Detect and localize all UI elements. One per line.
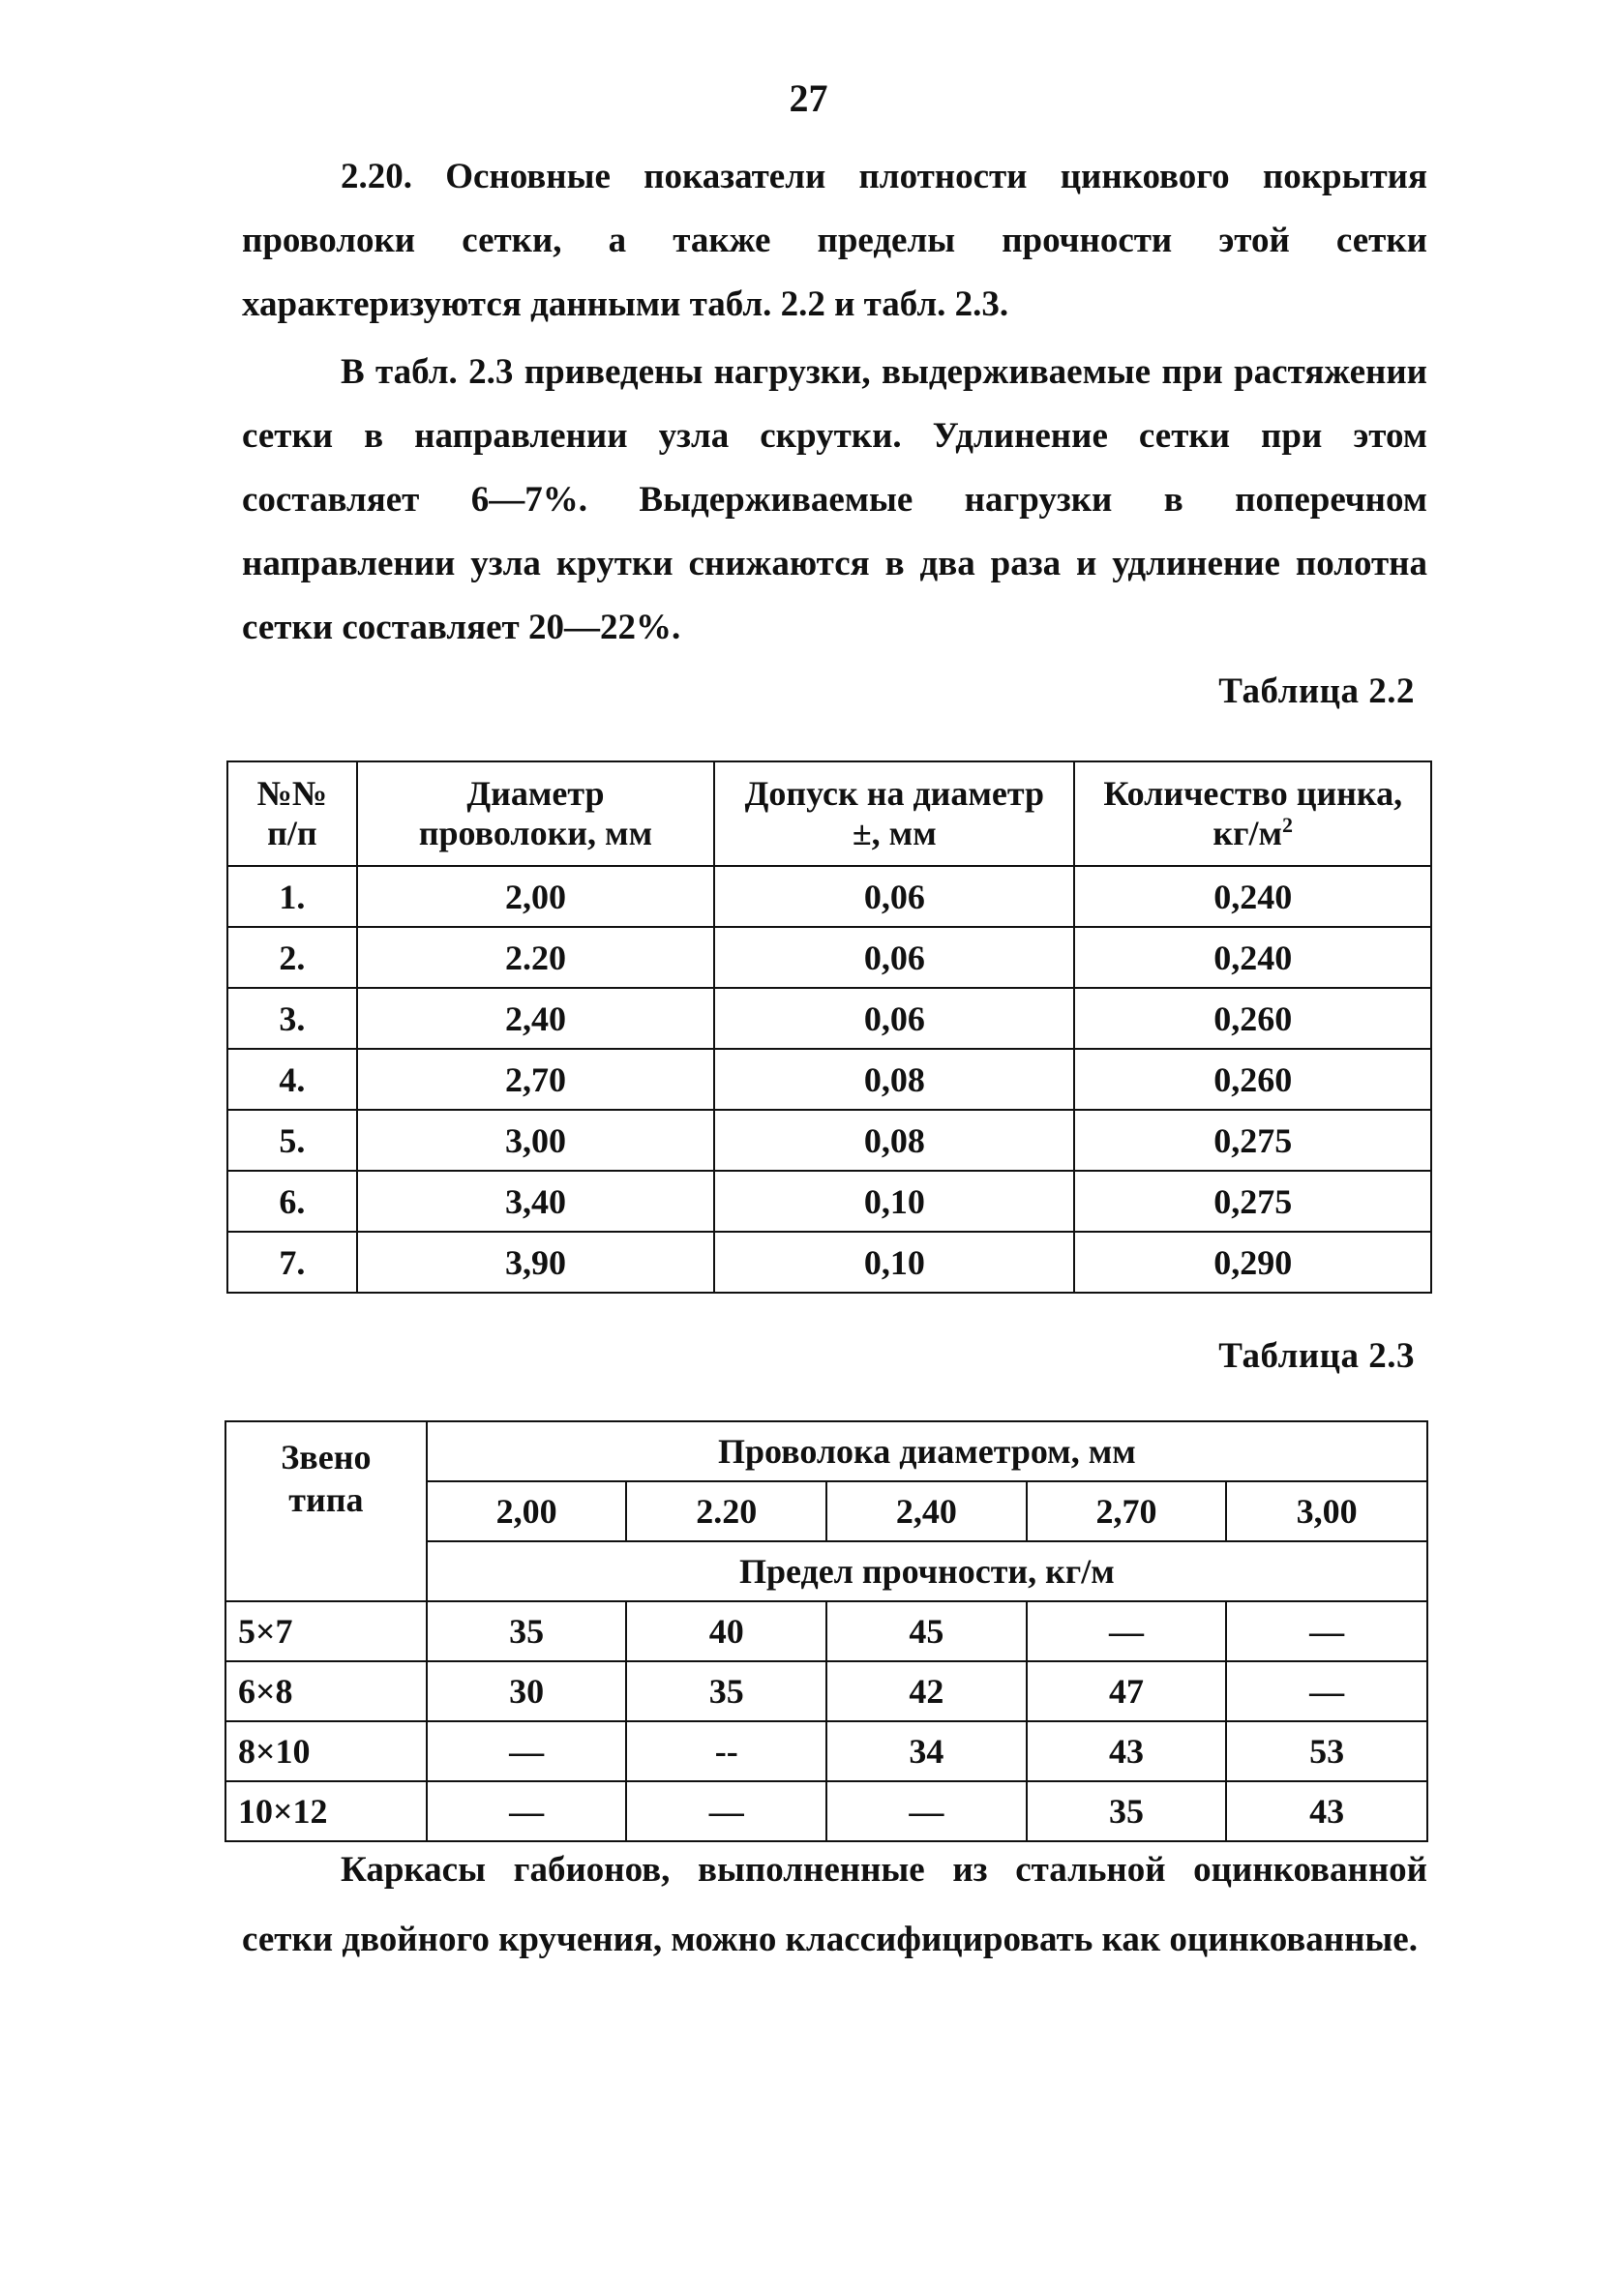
table-2-3-cell-value: — bbox=[1226, 1661, 1427, 1721]
table-2-2-cell-tolerance: 0,10 bbox=[714, 1232, 1074, 1293]
header-tolerance bbox=[714, 761, 1074, 866]
table-2-2-cell-tolerance: 0,08 bbox=[714, 1110, 1074, 1171]
table-2-3 bbox=[225, 1420, 1428, 1842]
table-2-3-cell-value: 47 bbox=[1027, 1661, 1227, 1721]
header-number bbox=[227, 761, 357, 866]
table-row bbox=[227, 866, 1431, 927]
paragraph-loads: В табл. 2.3 приведены нагрузки, выдерживаемые при растяжении сетки в направлении узла скрутки. Удлинение сетки при этом составляет 6—7%. Выдерживаемые нагрузки в поперечном направлении узла крутки снижаются в два раза и удлинение полотна сетки составляет 20—22%. bbox=[242, 352, 1427, 647]
header-diameter-line2: проволоки, мм bbox=[418, 814, 653, 852]
table-2-2-caption: Таблица 2.2 bbox=[1218, 671, 1415, 711]
table-2-3-cell-value: 43 bbox=[1027, 1721, 1227, 1781]
header-diameter-value: 2,40 bbox=[826, 1481, 1027, 1541]
table-2-2-header-row bbox=[227, 761, 1431, 866]
table-2-3-cell-value: 40 bbox=[626, 1601, 826, 1661]
table-2-2 bbox=[226, 760, 1432, 1294]
table-row bbox=[227, 1049, 1431, 1110]
table-2-2-cell-num: 6. bbox=[227, 1171, 357, 1232]
table-row bbox=[227, 927, 1431, 988]
table-2-3-header-row-1 bbox=[225, 1421, 1427, 1481]
header-diameter bbox=[357, 761, 714, 866]
header-zinc-line2: кг/м bbox=[1213, 814, 1283, 852]
table-2-3-cell-type: 10×12 bbox=[225, 1781, 427, 1841]
table-2-2-cell-diameter: 3,90 bbox=[357, 1232, 714, 1293]
table-2-3-cell-value: 42 bbox=[826, 1661, 1027, 1721]
table-2-2-cell-zinc: 0,275 bbox=[1074, 1110, 1431, 1171]
table-2-2-body bbox=[227, 866, 1431, 1293]
table-2-2-cell-num: 5. bbox=[227, 1110, 357, 1171]
table-2-3-cell-value: 53 bbox=[1226, 1721, 1427, 1781]
table-row bbox=[227, 988, 1431, 1049]
table-row bbox=[225, 1721, 1427, 1781]
table-2-3-cell-value: — bbox=[626, 1781, 826, 1841]
header-zinc-superscript: 2 bbox=[1282, 813, 1294, 837]
table-row bbox=[227, 1232, 1431, 1293]
table-2-3-cell-value: 35 bbox=[427, 1601, 627, 1661]
paragraph-2-20: 2.20. Основные показатели плотности цинкового покрытия проволоки сетки, а также пределы прочности этой сетки характеризуются данными табл. 2.2 и табл. 2.3. bbox=[242, 157, 1427, 324]
table-2-2-cell-zinc: 0,290 bbox=[1074, 1232, 1431, 1293]
table-2-3-cell-type: 6×8 bbox=[225, 1661, 427, 1721]
table-2-3-cell-value: -- bbox=[626, 1721, 826, 1781]
table-2-2-cell-diameter: 2,40 bbox=[357, 988, 714, 1049]
header-link-type-line1: Звено bbox=[281, 1438, 372, 1476]
table-2-2-cell-num: 4. bbox=[227, 1049, 357, 1110]
header-diameter-value: 2.20 bbox=[626, 1481, 826, 1541]
table-2-3-cell-value: — bbox=[1027, 1601, 1227, 1661]
table-2-3-cell-value: 43 bbox=[1226, 1781, 1427, 1841]
header-wire-diameter: Проволока диаметром, мм bbox=[427, 1421, 1427, 1481]
header-diameter-line1: Диаметр bbox=[466, 774, 605, 813]
table-2-2-cell-zinc: 0,240 bbox=[1074, 866, 1431, 927]
table-row bbox=[227, 1110, 1431, 1171]
table-row bbox=[225, 1601, 1427, 1661]
table-2-3-cell-value: — bbox=[427, 1781, 627, 1841]
table-2-2-cell-tolerance: 0,06 bbox=[714, 988, 1074, 1049]
page-number: 27 bbox=[789, 76, 828, 120]
table-2-2-cell-diameter: 2.20 bbox=[357, 927, 714, 988]
table-row bbox=[227, 1171, 1431, 1232]
header-number-line1: №№ bbox=[256, 774, 328, 813]
table-2-2-cell-diameter: 3,00 bbox=[357, 1110, 714, 1171]
table-2-2-cell-zinc: 0,260 bbox=[1074, 1049, 1431, 1110]
table-row bbox=[225, 1661, 1427, 1721]
table-2-2-cell-tolerance: 0,10 bbox=[714, 1171, 1074, 1232]
table-2-3-cell-value: 45 bbox=[826, 1601, 1027, 1661]
header-tolerance-line2: ±, мм bbox=[852, 814, 937, 852]
table-2-2-cell-num: 3. bbox=[227, 988, 357, 1049]
header-link-type-line2: типа bbox=[288, 1480, 364, 1519]
header-diameter-value: 2,70 bbox=[1027, 1481, 1227, 1541]
table-2-3-cell-type: 5×7 bbox=[225, 1601, 427, 1661]
header-zinc bbox=[1074, 761, 1431, 866]
table-2-3-cell-value: — bbox=[427, 1721, 627, 1781]
table-2-2-cell-num: 2. bbox=[227, 927, 357, 988]
header-diameter-value: 3,00 bbox=[1226, 1481, 1427, 1541]
header-tolerance-line1: Допуск на диаметр bbox=[744, 774, 1045, 813]
header-diameter-value: 2,00 bbox=[427, 1481, 627, 1541]
header-link-type bbox=[225, 1421, 427, 1601]
table-2-2-cell-tolerance: 0,06 bbox=[714, 866, 1074, 927]
header-strength-limit: Предел прочности, кг/м bbox=[427, 1541, 1427, 1601]
table-2-3-cell-value: 34 bbox=[826, 1721, 1027, 1781]
table-2-2-cell-diameter: 3,40 bbox=[357, 1171, 714, 1232]
header-number-line2: п/п bbox=[267, 814, 317, 852]
table-2-3-cell-value: — bbox=[826, 1781, 1027, 1841]
table-2-3-caption: Таблица 2.3 bbox=[1218, 1336, 1415, 1376]
table-2-2-cell-diameter: 2,00 bbox=[357, 866, 714, 927]
table-2-2-cell-zinc: 0,275 bbox=[1074, 1171, 1431, 1232]
paragraph-gabion-frames: Каркасы габионов, выполненные из стальной оцинкованной сетки двойного кручения, можно классифицировать как оцинкованные. bbox=[242, 1850, 1427, 1959]
table-2-2-cell-tolerance: 0,06 bbox=[714, 927, 1074, 988]
table-2-3-cell-value: 35 bbox=[626, 1661, 826, 1721]
table-2-3-cell-type: 8×10 bbox=[225, 1721, 427, 1781]
header-zinc-line1: Количество цинка, bbox=[1103, 774, 1403, 813]
table-2-3-body bbox=[225, 1601, 1427, 1841]
table-2-2-cell-tolerance: 0,08 bbox=[714, 1049, 1074, 1110]
table-row bbox=[225, 1781, 1427, 1841]
table-2-2-cell-num: 1. bbox=[227, 866, 357, 927]
table-2-3-cell-value: 35 bbox=[1027, 1781, 1227, 1841]
table-2-2-cell-zinc: 0,240 bbox=[1074, 927, 1431, 988]
table-2-3-cell-value: 30 bbox=[427, 1661, 627, 1721]
table-2-2-cell-num: 7. bbox=[227, 1232, 357, 1293]
table-2-2-cell-diameter: 2,70 bbox=[357, 1049, 714, 1110]
table-2-2-cell-zinc: 0,260 bbox=[1074, 988, 1431, 1049]
table-2-3-cell-value: — bbox=[1226, 1601, 1427, 1661]
